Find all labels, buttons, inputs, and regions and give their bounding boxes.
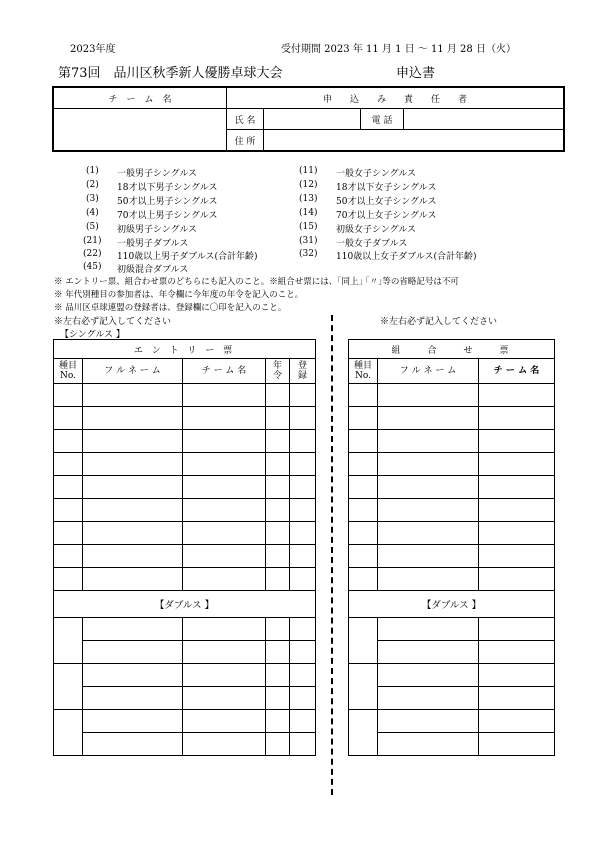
left-note: ※左右必ず記入してください (54, 317, 172, 327)
event-name: 110歳以上男子ダブルス(合計年齢) (117, 252, 258, 262)
event-name: 一般女子シングルス (336, 169, 417, 179)
table-row (54, 453, 316, 476)
cut-line (331, 315, 333, 795)
registered-header: 登 録 (290, 359, 316, 384)
event-num: (14) (299, 208, 318, 218)
event-num: (2) (86, 180, 99, 190)
name-label: 氏 名 (227, 109, 264, 130)
entry-slip-title: エ ン ト リ ー 票 (54, 340, 316, 359)
table-row (349, 618, 555, 641)
table-row (54, 664, 316, 687)
event-name: 70才以上男子シングルス (117, 211, 218, 221)
table-row (349, 430, 555, 453)
table-row (349, 710, 555, 733)
table-row (349, 641, 555, 664)
event-name: 18才以下男子シングルス (117, 183, 218, 193)
address-label: 住 所 (227, 130, 264, 152)
table-row (54, 476, 316, 499)
event-num: (3) (86, 194, 99, 204)
table-row (349, 407, 555, 430)
name-field[interactable] (264, 109, 361, 130)
event-name: 一般男子ダブルス (117, 239, 189, 249)
event-name: 50才以上女子シングルス (336, 197, 437, 207)
note-2: ※ 年代別種目の参加者は、年令欄に今年度の年令を記入のこと。 (54, 290, 304, 300)
event-name: 初級男子シングルス (117, 225, 198, 235)
right-note: ※左右必ず記入してください (380, 317, 498, 327)
table-row (349, 499, 555, 522)
pairing-slip-table (348, 339, 555, 756)
table-row (349, 545, 555, 568)
note-3: ※ 品川区卓球連盟の登録者は、登録欄に〇印を記入のこと。 (54, 303, 287, 313)
table-row (54, 407, 316, 430)
team-name-header: チ ー ム 名 (183, 359, 266, 384)
event-num: (31) (299, 236, 318, 246)
table-row (54, 641, 316, 664)
table-row (54, 710, 316, 733)
responsible-table (52, 86, 565, 152)
event-num: (21) (83, 236, 102, 246)
event-name: 初級混合ダブルス (117, 265, 189, 275)
table-row (54, 618, 316, 641)
table-row (349, 476, 555, 499)
table-row (54, 499, 316, 522)
table-row (54, 733, 316, 756)
doubles-label: 【ダブルス 】 (54, 591, 316, 618)
event-num: (13) (299, 194, 318, 204)
event-name: 70才以上女子シングルス (336, 211, 437, 221)
table-row (349, 733, 555, 756)
event-num: (5) (86, 222, 99, 232)
team-name-label: チ ー ム 名 (53, 87, 227, 109)
event-name: 50才以上男子シングルス (117, 197, 218, 207)
reception-period: 受付期間 2023 年 11 月 1 日 ～ 11 月 28 日（火） (281, 44, 516, 55)
singles-label: 【シングルス 】 (60, 330, 125, 340)
responsible-label: 申 込 み 責 任 者 (227, 87, 565, 109)
event-num: (22) (83, 249, 102, 259)
event-num: (4) (86, 208, 99, 218)
event-name: 一般女子ダブルス (336, 239, 408, 249)
table-row (349, 384, 555, 407)
table-row (349, 568, 555, 591)
pairing-slip-title: 組 合 せ 票 (349, 340, 555, 359)
event-num: (32) (299, 249, 318, 259)
table-row (54, 522, 316, 545)
event-name: 18才以下女子シングルス (336, 183, 437, 193)
table-row (54, 545, 316, 568)
phone-field[interactable] (404, 109, 565, 130)
table-row (54, 430, 316, 453)
event-no-header: 種目 No. (54, 359, 83, 384)
age-header: 年 令 (266, 359, 290, 384)
address-field[interactable] (264, 130, 565, 152)
fullname-header: フ ル ネ ー ム (378, 359, 479, 384)
entry-slip-table (53, 339, 316, 756)
table-row (349, 664, 555, 687)
event-num: (45) (83, 262, 102, 272)
note-1: ※ エントリー票、組合わせ票のどちらにも記入のこと。※組合せ票には、｢同上｣ ｢〃｣等の省略記号は不可 (54, 277, 459, 287)
phone-label: 電 話 (361, 109, 404, 130)
table-row (349, 453, 555, 476)
event-num: (15) (299, 222, 318, 232)
page-title: 第73回 品川区秋季新人優勝卓球大会 (58, 66, 283, 81)
doubles-label: 【ダブルス 】 (349, 591, 555, 618)
document-type: 申込書 (396, 66, 436, 81)
fullname-header: フ ル ネ ー ム (83, 359, 183, 384)
event-num: (11) (299, 166, 318, 176)
table-row (349, 687, 555, 710)
fiscal-year: 2023年度 (70, 44, 116, 55)
event-name: 一般男子シングルス (117, 169, 198, 179)
table-row (54, 568, 316, 591)
table-row (349, 522, 555, 545)
table-row (54, 687, 316, 710)
team-name-header: チ ー ム 名 (479, 359, 555, 384)
event-num: (12) (299, 180, 318, 190)
event-name: 初級女子シングルス (336, 225, 417, 235)
event-no-header: 種目 No. (349, 359, 378, 384)
table-row (54, 384, 316, 407)
team-name-field[interactable] (53, 109, 227, 152)
event-name: 110歳以上女子ダブルス(合計年齢) (336, 252, 477, 262)
event-num: (1) (86, 166, 99, 176)
